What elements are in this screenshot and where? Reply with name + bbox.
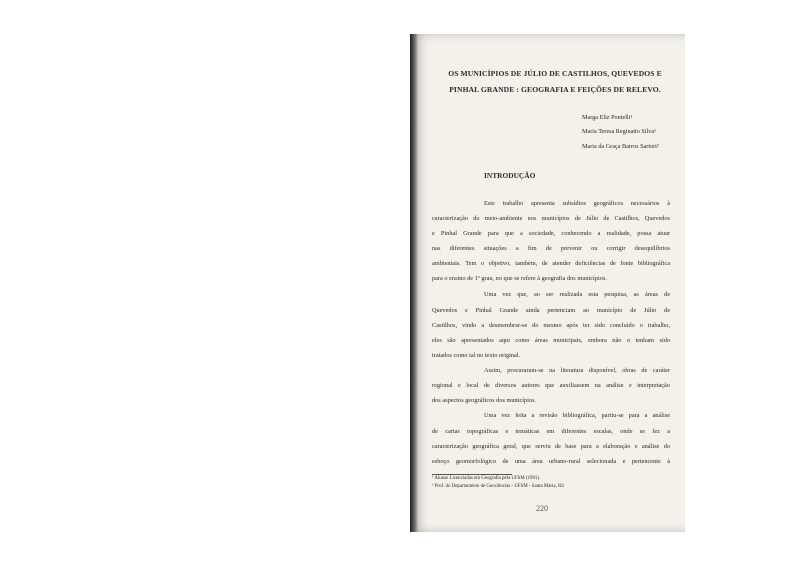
body-line: Assim, procuraram-se na literatura disponível, obras de caráter bbox=[484, 367, 670, 374]
author-2: Maria Teresa Reginatto Silva¹ bbox=[582, 128, 656, 135]
scanned-page bbox=[410, 34, 685, 532]
author-3: Maria da Graça Barros Sartori² bbox=[582, 143, 659, 150]
body-line: eles são apresentados aqui como áreas municipais, embora não o tenham sido bbox=[432, 337, 670, 344]
body-line: e Pinhal Grande para que a sociedade, conhecendo a realidade, possa atuar bbox=[432, 230, 670, 237]
body-line: caracterização do meio-ambiente nos municípios de Júlio de Castilhos, Quevedos bbox=[432, 215, 670, 222]
body-line: esboço geomorfológico de uma área urbano-rural selecionada e pertencente à bbox=[432, 458, 670, 465]
body-line: Quevedos e Pinhal Grande ainda pertenciam ao município de Júlio de bbox=[432, 307, 670, 314]
body-line: dos aspectos geográficos dos municípios. bbox=[432, 397, 537, 404]
section-heading: INTRODUÇÃO bbox=[484, 171, 536, 180]
footnote-2: ² Prof. do Departamento de Geociências - UFSM - Santa Maria, RS bbox=[432, 484, 564, 489]
body-line: nas diferentes situações a fim de prevenir ou corrigir desequilíbrios bbox=[432, 245, 670, 252]
body-line: para o ensino de 1º grau, no que se refere à geografia dos municípios. bbox=[432, 275, 607, 282]
body-line: Castilhos, vindo a desmembrar-se do mesmo após ter sido concluído o trabalho, bbox=[432, 322, 670, 329]
body-line: regional e local de diversos autores que auxiliassem na análise e interpretação bbox=[432, 382, 670, 389]
body-line: tratados como tal no texto original. bbox=[432, 352, 521, 359]
body-line: ambientais. Tem o objetivo, também, de atender deficiências de fonte bibliográfica bbox=[432, 260, 670, 267]
book-gutter-shadow bbox=[410, 34, 418, 532]
body-line: caracterização geográfica geral, que serviu de base para a elaboração e análise do bbox=[432, 443, 670, 450]
body-line: Uma vez feita a revisão bibliográfica, partiu-se para a análise bbox=[484, 412, 670, 419]
footnote-1: ¹ Alunas Licenciadas em Geografia pela UFSM (1991). bbox=[432, 476, 541, 481]
body-line: Este trabalho apresenta subsídios geográficos necessários à bbox=[484, 200, 670, 207]
paper-title-line-1: OS MUNICÍPIOS DE JÚLIO DE CASTILHOS, QUEVEDOS E bbox=[448, 69, 662, 78]
footnote-divider bbox=[432, 474, 512, 475]
body-line: de cartas topográficas e temáticas em diferentes escalas, onde se fez a bbox=[432, 428, 670, 435]
page-number: 220 bbox=[536, 504, 548, 513]
paper-title-line-2: PINHAL GRANDE : GEOGRAFIA E FEIÇÕES DE RELEVO. bbox=[449, 85, 661, 94]
author-1: Marga Eliz Pontelli¹ bbox=[582, 114, 633, 121]
body-line: Uma vez que, ao ser realizada esta pesquisa, as áreas de bbox=[484, 291, 670, 298]
